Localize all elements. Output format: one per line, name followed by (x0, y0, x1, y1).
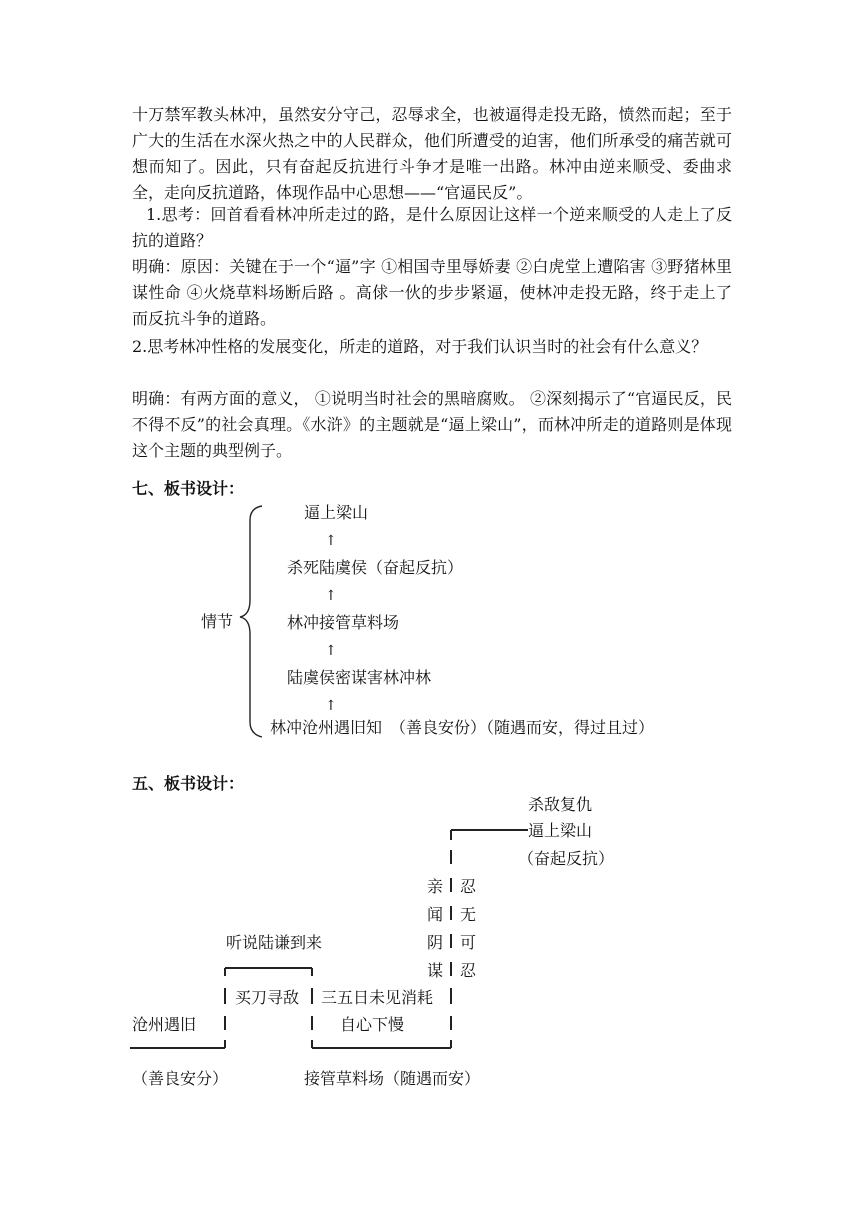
section-7-heading: 七、板书设计： (132, 479, 245, 498)
right-col-char: 忍 (460, 877, 477, 896)
right-col-char: 无 (460, 905, 477, 924)
buy-knife-text: 买刀寻敌 (235, 988, 300, 1007)
right-col-char: 可 (460, 933, 477, 952)
up-arrow-icon: ↑ (325, 698, 337, 714)
plot-item-4: 陆虞侯密谋害林冲林 (287, 668, 432, 687)
relax-text: 自心下慢 (340, 1015, 405, 1034)
plot-item-2: 杀死陆虞侯（奋起反抗） (287, 558, 464, 577)
question-2: 2.思考林冲性格的发展变化，所走的道路，对于我们认识当时的社会有什么意义？ (132, 337, 708, 356)
answer-1: 明确：原因：关键在于一个“逼”字 ①相国寺里辱娇妻 ②白虎堂上遭陷害 ③野猪林里谋性命 ④火烧草料场断后路 。高俅一伙的步步紧逼，使林冲走投无路，终于走上了而反抗斗争的道路。 (132, 257, 732, 328)
heard-lu-qian-text: 听说陆谦到来 (226, 933, 323, 952)
up-arrow-icon: ↑ (325, 643, 337, 659)
three-five-days-text: 三五日未见消耗 (321, 988, 434, 1007)
question-1: 1.思考：回首看看林冲所走过的路，是什么原因让这样一个逆来顺受的人走上了反抗的道路？ (132, 205, 732, 250)
left-col-char: 闻 (427, 905, 444, 924)
right-col-char: 忍 (460, 961, 477, 980)
paragraph-conclusion: 十万禁军教头林冲，虽然安分守己，忍辱求全，也被逼得走投无路，愤然而起；至于广大的生活在水深火热之中的人民群众，他们所遭受的迫害，他们所承受的痛苦就可想而知了。因此，只有奋起反抗进行斗争才是唯一出路。林冲由逆来顺受、委曲求全，走向反抗道路，体现作品中心思想——“官逼民反”。 (132, 105, 732, 202)
left-col-char: 阴 (427, 933, 444, 952)
rise-resist-text: （奋起反抗） (518, 849, 615, 868)
take-over-text: 接管草料场（随遇而安） (304, 1069, 481, 1088)
plot-item-3: 林冲接管草料场 (287, 613, 400, 632)
section-5-heading: 五、板书设计： (132, 774, 245, 793)
plot-item-5: 林冲沧州遇旧知 （善良安份）（随遇而安，得过且过） (270, 718, 655, 737)
up-arrow-icon: ↑ (325, 588, 337, 604)
up-arrow-icon: ↑ (325, 533, 337, 549)
plot-item-1: 逼上梁山 (304, 503, 369, 522)
cangzhou-meet-text: 沧州遇旧 (132, 1015, 197, 1034)
kill-enemy-text: 杀敌复仇 (528, 795, 593, 814)
driven-to-liangshan-text: 逼上梁山 (528, 821, 593, 840)
left-col-char: 亲 (427, 877, 444, 896)
answer-2: 明确：有两方面的意义， ①说明当时社会的黑暗腐败。 ②深刻揭示了“官逼民反，民不得不反”的社会真理。《水浒》的主题就是“逼上梁山”，而林冲所走的道路则是体现这个主题的典型例子。 (132, 389, 732, 460)
left-col-char: 谋 (427, 961, 444, 980)
plot-label: 情节 (201, 612, 234, 631)
kind-content-text: （善良安分） (132, 1069, 229, 1088)
